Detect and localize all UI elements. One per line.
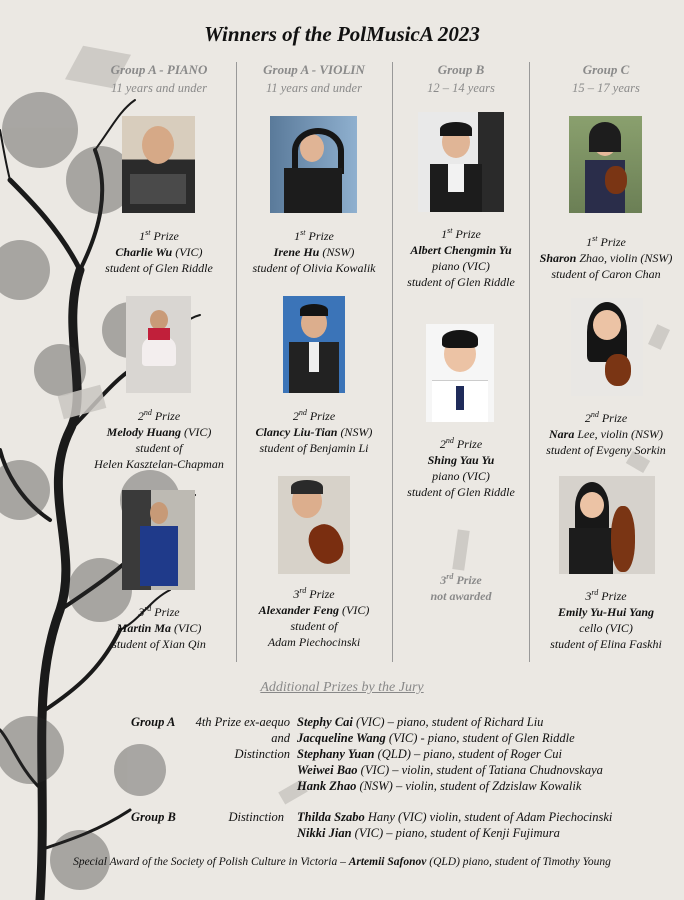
winner-photo: [122, 490, 195, 590]
winner-photo: [569, 116, 642, 213]
column-heading: Group A - VIOLIN: [263, 62, 365, 77]
additional-prizes-heading: Additional Prizes by the Jury: [260, 680, 424, 695]
prize-entry: 2nd Prize Shing Yau Yu piano (VIC) student of Glen Riddle: [407, 436, 515, 499]
winner-photo: [283, 296, 345, 393]
column-divider: [529, 62, 530, 662]
prize-entry: 1st Prize Irene Hu (NSW) student of Olivia Kowalik: [252, 228, 376, 275]
jury-category: 4th Prize ex-aequo: [195, 715, 290, 729]
group-a-label: Group A: [131, 715, 176, 729]
column-heading: Group C: [582, 62, 630, 77]
prize-entry: 3rd Prize Emily Yu-Hui Yang cello (VIC) student of Elina Faskhi: [550, 588, 662, 651]
column-divider: [392, 62, 393, 662]
prize-entry: 3rd Prize not awarded: [430, 572, 492, 603]
column-subheading: 15 – 17 years: [572, 81, 640, 95]
column-group-a-violin: [238, 62, 390, 662]
jury-entry: Stephy Cai (VIC) – piano, student of Richard Liu: [297, 715, 544, 729]
jury-entry: Hank Zhao (NSW) – violin, student of Zdzislaw Kowalik: [297, 779, 582, 793]
winner-photo: [418, 112, 504, 212]
prize-entry: 2nd Prize Nara Lee, violin (NSW) student of Evgeny Sorkin: [546, 410, 666, 457]
prize-entry: 2nd Prize Clancy Liu-Tian (NSW) student of Benjamin Li: [255, 408, 373, 455]
page-title: Winners of the PolMusicA 2023: [204, 22, 480, 46]
jury-category: and: [271, 731, 290, 745]
group-b-label: Group B: [131, 810, 176, 824]
winner-photo: [126, 296, 191, 393]
column-group-c: [531, 62, 681, 662]
column-subheading: 12 – 14 years: [427, 81, 495, 95]
prize-entry: 1st Prize Sharon Zhao, violin (NSW) student of Caron Chan: [539, 234, 673, 281]
prize-entry: 1st Prize Albert Chengmin Yu piano (VIC) student of Glen Riddle: [407, 226, 515, 289]
jury-entry: Weiwei Bao (VIC) – violin, student of Tatiana Chudnovskaya: [297, 763, 603, 777]
jury-entry: Stephany Yuan (QLD) – piano, student of Roger Cui: [297, 747, 562, 761]
jury-entry: Jacqueline Wang (VIC) - piano, student of Glen Riddle: [297, 731, 575, 745]
jury-category: Distinction: [234, 747, 290, 761]
column-group-b: [394, 62, 528, 662]
column-group-a-piano: [84, 62, 234, 662]
prize-entry: 3rd Prize Martin Ma (VIC) student of Xian Qin: [112, 604, 206, 651]
special-award: Special Award of the Society of Polish Culture in Victoria – Artemii Safonov (QLD) piano, student of Timothy Young: [73, 856, 611, 868]
winner-photo: [426, 324, 494, 422]
winner-photo: [559, 476, 655, 574]
winner-photo: [270, 116, 357, 213]
jury-entry: Nikki Jian (VIC) – piano, student of Kenji Fujimura: [297, 826, 560, 840]
prize-entry: 2nd Prize Melody Huang (VIC) student of Helen Kasztelan-Chapman: [94, 408, 224, 471]
jury-category: Distinction: [228, 810, 284, 824]
column-subheading: 11 years and under: [266, 81, 362, 95]
column-divider: [236, 62, 237, 662]
winner-photo: [571, 298, 643, 396]
column-subheading: 11 years and under: [111, 81, 207, 95]
winner-photo: [122, 116, 195, 213]
prize-entry: 1st Prize Charlie Wu (VIC) student of Glen Riddle: [105, 228, 213, 275]
jury-entry: Thilda Szabo Hany (VIC) violin, student of Adam Piechocinski: [297, 810, 613, 824]
winner-photo: [278, 476, 350, 574]
column-heading: Group A - PIANO: [110, 62, 208, 77]
column-heading: Group B: [437, 62, 485, 77]
prize-entry: 3rd Prize Alexander Feng (VIC) student of Adam Piechocinski: [258, 586, 370, 649]
